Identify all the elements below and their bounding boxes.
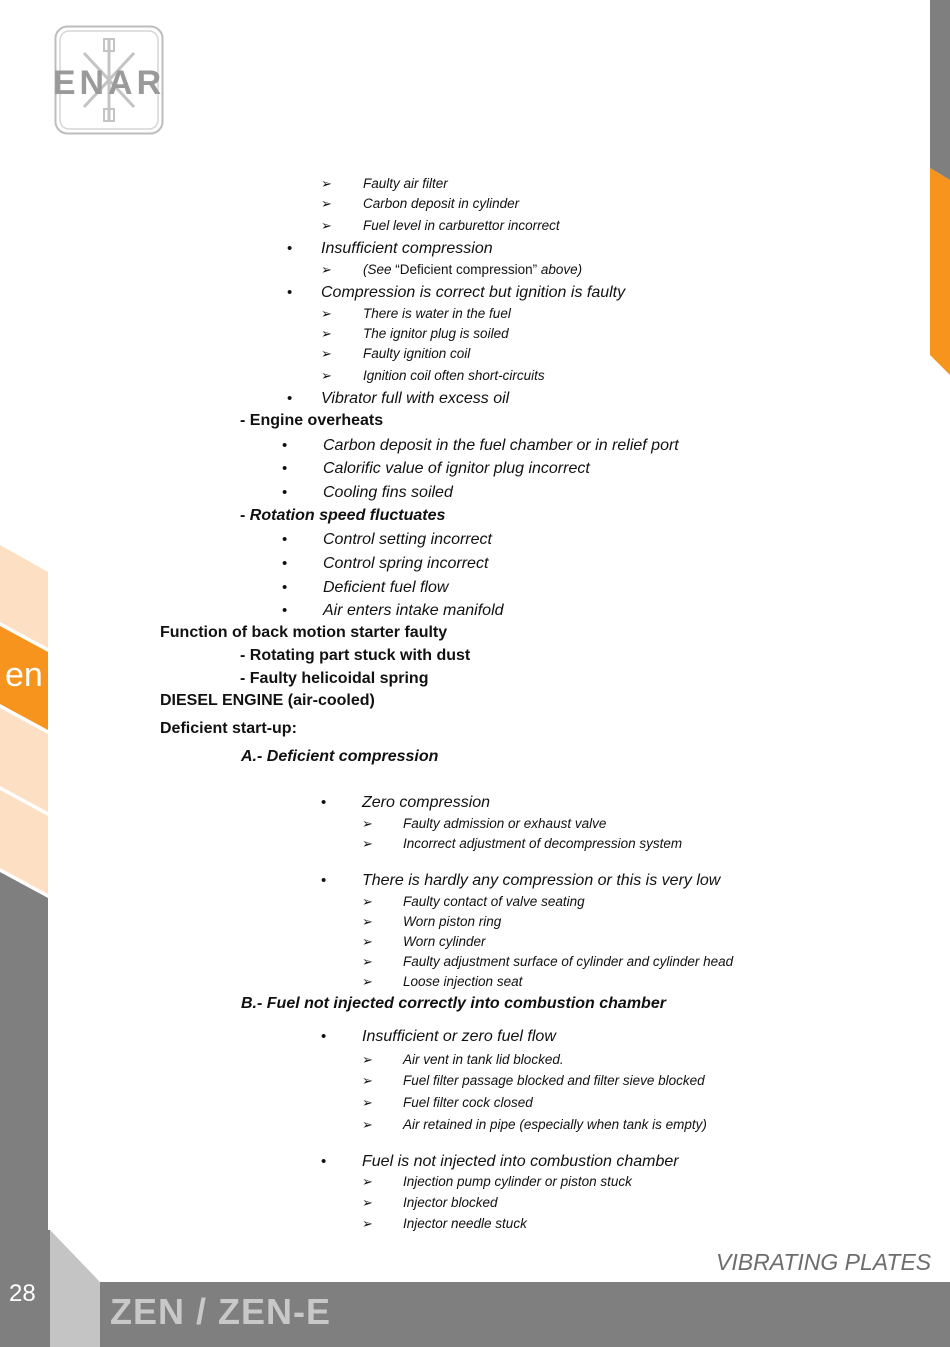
- arrow-bullet-icon: ➢: [362, 1174, 373, 1189]
- footer-category: VIBRATING PLATES: [716, 1249, 932, 1275]
- arrow-bullet-icon: ➢: [321, 176, 332, 191]
- list-item: Faulty adjustment surface of cylinder and cylinder head: [403, 954, 734, 969]
- arrow-bullet-icon: ➢: [362, 816, 373, 831]
- bullet-icon: •: [287, 240, 293, 257]
- arrow-bullet-icon: ➢: [362, 1073, 373, 1088]
- section-subheading: - Faulty helicoidal spring: [240, 670, 429, 687]
- bullet-icon: •: [282, 602, 288, 619]
- list-item: The ignitor plug is soiled: [363, 326, 509, 341]
- logo-text: ENAR: [54, 64, 164, 102]
- arrow-bullet-icon: ➢: [321, 306, 332, 321]
- list-item: Ignition coil often short-circuits: [363, 368, 545, 383]
- bullet-icon: •: [321, 872, 327, 889]
- section-subheading: - Rotating part stuck with dust: [240, 647, 471, 664]
- arrow-bullet-icon: ➢: [321, 368, 332, 383]
- list-item: Fuel filter cock closed: [403, 1095, 533, 1110]
- arrow-bullet-icon: ➢: [362, 974, 373, 989]
- section-heading: - Engine overheats: [240, 412, 384, 429]
- list-item: Zero compression: [362, 794, 491, 811]
- bullet-icon: •: [321, 794, 327, 811]
- section-heading: DIESEL ENGINE (air-cooled): [160, 692, 375, 709]
- section-heading: Function of back motion starter faulty: [160, 624, 448, 641]
- list-item: Fuel level in carburettor incorrect: [363, 218, 560, 233]
- list-item: Carbon deposit in cylinder: [363, 196, 520, 211]
- section-heading: Deficient start-up:: [160, 720, 297, 737]
- list-item: Faulty air filter: [363, 176, 448, 191]
- arrow-bullet-icon: ➢: [321, 346, 332, 361]
- arrow-bullet-icon: ➢: [362, 894, 373, 909]
- page-number: 28: [9, 1280, 36, 1307]
- arrow-bullet-icon: ➢: [362, 1095, 373, 1110]
- footer-product: ZEN / ZEN-E: [110, 1291, 332, 1332]
- list-item: There is hardly any compression or this is very low: [362, 872, 721, 889]
- arrow-bullet-icon: ➢: [362, 1216, 373, 1231]
- list-item: Vibrator full with excess oil: [321, 390, 510, 407]
- list-item: Fuel is not injected into combustion chamber: [362, 1153, 679, 1170]
- arrow-bullet-icon: ➢: [321, 326, 332, 341]
- list-item: Air vent in tank lid blocked.: [403, 1052, 564, 1067]
- arrow-bullet-icon: ➢: [362, 1195, 373, 1210]
- list-item: Faulty ignition coil: [363, 346, 471, 361]
- bullet-icon: •: [282, 531, 288, 548]
- list-item: Calorific value of ignitor plug incorrect: [323, 460, 590, 477]
- list-item: Injector blocked: [403, 1195, 498, 1210]
- list-item: There is water in the fuel: [363, 306, 511, 321]
- section-heading: - Rotation speed fluctuates: [240, 507, 446, 524]
- arrow-bullet-icon: ➢: [321, 262, 332, 277]
- list-item: Compression is correct but ignition is faulty: [321, 284, 626, 301]
- list-item: Fuel filter passage blocked and filter sieve blocked: [403, 1073, 705, 1088]
- bullet-icon: •: [321, 1153, 327, 1170]
- list-item: Air enters intake manifold: [323, 602, 504, 619]
- bullet-icon: •: [282, 555, 288, 572]
- language-tab: en: [5, 656, 43, 694]
- list-item: Worn cylinder: [403, 934, 486, 949]
- bullet-icon: •: [282, 437, 288, 454]
- list-item: Cooling fins soiled: [323, 484, 453, 501]
- logo: [54, 25, 164, 135]
- arrow-bullet-icon: ➢: [362, 836, 373, 851]
- list-item: Insufficient or zero fuel flow: [362, 1028, 556, 1045]
- right-edge-decoration: [930, 0, 950, 380]
- section-subheading: B.- Fuel not injected correctly into combustion chamber: [241, 995, 666, 1012]
- list-item: Injection pump cylinder or piston stuck: [403, 1174, 632, 1189]
- list-item: Incorrect adjustment of decompression system: [403, 836, 683, 851]
- bullet-icon: •: [287, 284, 293, 301]
- section-subheading: A.- Deficient compression: [241, 748, 439, 765]
- bullet-icon: •: [282, 484, 288, 501]
- list-item: Loose injection seat: [403, 974, 523, 989]
- list-item: Faulty admission or exhaust valve: [403, 816, 607, 831]
- bullet-icon: •: [282, 460, 288, 477]
- arrow-bullet-icon: ➢: [321, 196, 332, 211]
- list-item: (See “Deficient compression” above): [363, 262, 583, 277]
- arrow-bullet-icon: ➢: [362, 1117, 373, 1132]
- list-item: Injector needle stuck: [403, 1216, 527, 1231]
- arrow-bullet-icon: ➢: [321, 218, 332, 233]
- list-item: Deficient fuel flow: [323, 579, 449, 596]
- list-item: Control setting incorrect: [323, 531, 492, 548]
- list-item: Carbon deposit in the fuel chamber or in relief port: [323, 437, 679, 454]
- arrow-bullet-icon: ➢: [362, 934, 373, 949]
- arrow-bullet-icon: ➢: [362, 954, 373, 969]
- list-item: Faulty contact of valve seating: [403, 894, 585, 909]
- list-item: Air retained in pipe (especially when tank is empty): [403, 1117, 707, 1132]
- arrow-bullet-icon: ➢: [362, 914, 373, 929]
- arrow-bullet-icon: ➢: [362, 1052, 373, 1067]
- list-item: Control spring incorrect: [323, 555, 489, 572]
- bullet-icon: •: [282, 579, 288, 596]
- bullet-icon: •: [321, 1028, 327, 1045]
- list-item: Worn piston ring: [403, 914, 502, 929]
- list-item: Insufficient compression: [321, 240, 493, 257]
- bullet-icon: •: [287, 390, 293, 407]
